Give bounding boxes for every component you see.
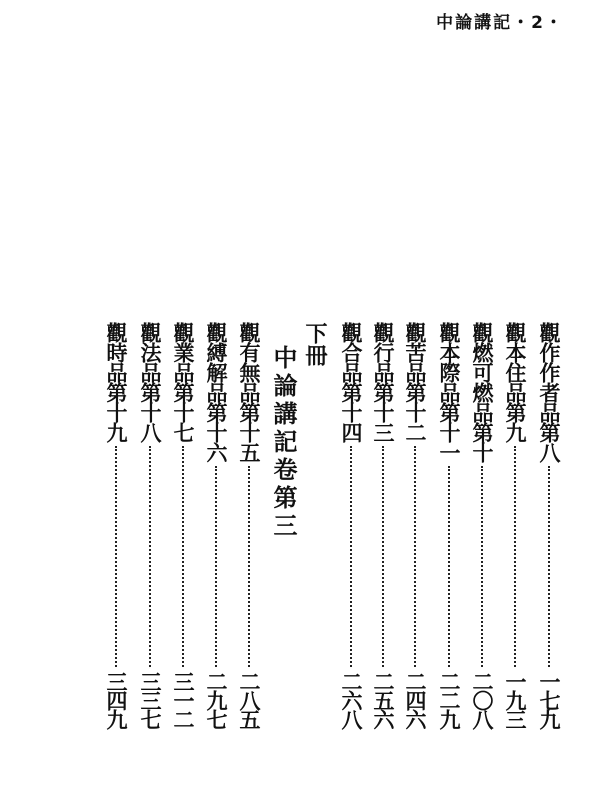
- toc-entry-title: 觀本際品第十一: [437, 322, 462, 462]
- toc-entry: [500, 322, 530, 728]
- toc-entry-title: 觀縛解品第十六: [204, 322, 229, 462]
- toc-entry-page: 二五六: [371, 671, 396, 728]
- toc-entry: [101, 322, 131, 728]
- toc-entry-page: 二〇八: [470, 671, 495, 728]
- dot-leader: [414, 446, 416, 667]
- toc-entry-title: 觀合品第十四: [339, 322, 364, 442]
- toc-entry-page: 一七九: [537, 671, 562, 728]
- toc-entry-title: 觀有無品第十五: [237, 322, 262, 462]
- dot-leader: [514, 446, 516, 667]
- dot-leader: [182, 446, 184, 667]
- toc-entry-page: 三一二: [171, 671, 196, 728]
- toc-entry-page: 二六八: [339, 671, 364, 728]
- dot-leader: [149, 446, 151, 667]
- toc-entry-page: 三四九: [104, 671, 129, 728]
- toc-entry-title: 觀業品第十七: [171, 322, 196, 442]
- dot-leader: [448, 466, 450, 667]
- toc-entry-page: 二四六: [403, 671, 428, 728]
- toc-entry-title: 觀作作者品第八: [537, 322, 562, 462]
- toc-entry: [434, 322, 464, 728]
- volume-label: 下冊: [302, 322, 328, 366]
- toc-entry: [201, 322, 231, 728]
- toc-entry-page: 一九三: [503, 671, 528, 728]
- toc-entry: [168, 322, 198, 728]
- dot-leader: [382, 446, 384, 667]
- dot-leader: [248, 466, 250, 667]
- toc-entry: [368, 322, 398, 728]
- toc-entry: [135, 322, 165, 728]
- toc-entry-title: 觀苦品第十二: [403, 322, 428, 442]
- toc-entry-title: 觀燃可燃品第十: [470, 322, 495, 462]
- dot-leader: [548, 466, 550, 667]
- toc-entry-title: 觀時品第十九: [104, 322, 129, 442]
- toc-entry-title: 觀行品第十三: [371, 322, 396, 442]
- toc-entry-page: 三三七: [138, 671, 163, 728]
- toc-entry-title: 觀本住品第九: [503, 322, 528, 442]
- toc-entry-page: 二九七: [204, 671, 229, 728]
- toc-entry-page: 二二九: [437, 671, 462, 728]
- volume-title: 中論講記卷第三: [269, 345, 298, 541]
- toc-entry-page: 二八五: [237, 671, 262, 728]
- dot-leader: [350, 446, 352, 667]
- toc-entry: [336, 322, 366, 728]
- toc-entry-title: 觀法品第十八: [138, 322, 163, 442]
- dot-leader: [215, 466, 217, 667]
- toc-entry: [467, 322, 497, 728]
- running-head: 中論講記・2・: [436, 13, 564, 33]
- dot-leader: [115, 446, 117, 667]
- toc-entry: [234, 322, 264, 728]
- dot-leader: [481, 466, 483, 667]
- toc-entry: [534, 322, 564, 728]
- toc-entry: [400, 322, 430, 728]
